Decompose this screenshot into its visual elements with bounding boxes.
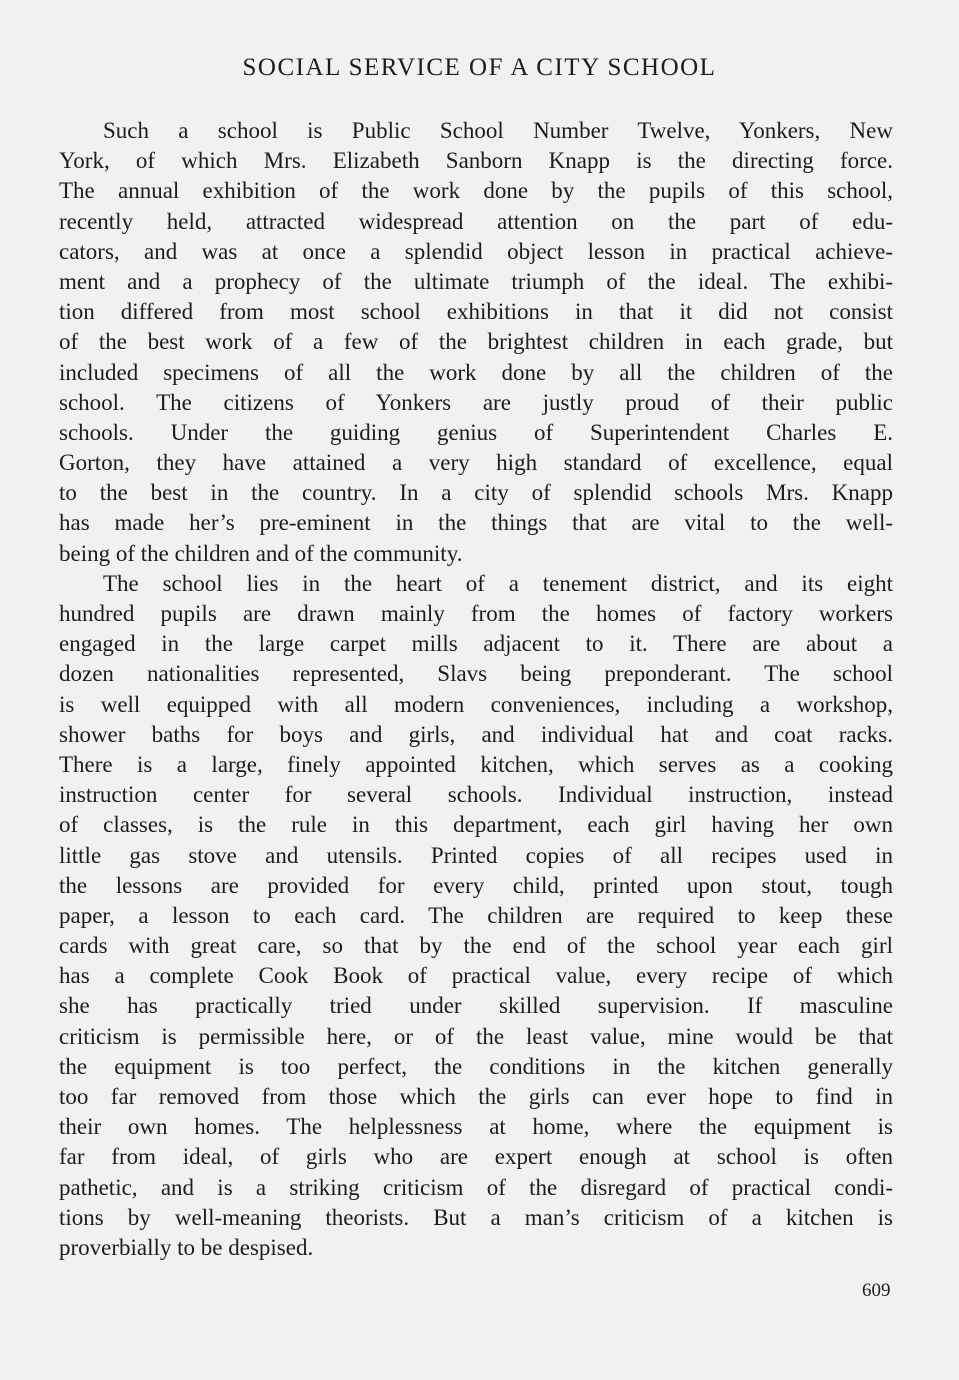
text-line: school. The citizens of Yonkers are justly proud of their public (59, 389, 893, 415)
text-line: of classes, is the rule in this department, each girl having her own (59, 812, 893, 838)
text-line: recently held, attracted widespread attention on the part of edu- (59, 208, 893, 234)
text-line: The annual exhibition of the work done by the pupils of this school, (59, 178, 893, 204)
text-line: the lessons are provided for every child, printed upon stout, tough (59, 872, 893, 898)
text-line: Gorton, they have attained a very high standard of excellence, equal (59, 450, 893, 476)
text-line: being of the children and of the community. (59, 540, 463, 566)
text-line: she has practically tried under skilled supervision. If masculine (59, 993, 893, 1019)
text-line: engaged in the large carpet mills adjacent to it. There are about a (59, 631, 893, 657)
text-line: Such a school is Public School Number Twelve, Yonkers, New (103, 118, 893, 143)
text-line: schools. Under the guiding genius of Superintendent Charles E. (59, 419, 893, 445)
page-number: 609 (862, 1280, 891, 1301)
text-line: instruction center for several schools. Individual instruction, instead (59, 782, 893, 808)
text-line: tion differed from most school exhibitions in that it did not consist (59, 299, 893, 325)
text-line: shower baths for boys and girls, and individual hat and coat racks. (59, 721, 893, 747)
text-line: cators, and was at once a splendid object lesson in practical achieve- (59, 238, 893, 264)
text-line: the equipment is too perfect, the conditions in the kitchen generally (59, 1053, 893, 1079)
text-line: is well equipped with all modern conveniences, including a workshop, (59, 691, 893, 717)
text-line: dozen nationalities represented, Slavs being preponderant. The school (59, 661, 893, 687)
page-title: SOCIAL SERVICE OF A CITY SCHOOL (242, 54, 717, 81)
text-line: cards with great care, so that by the end of the school year each girl (59, 933, 893, 959)
text-line: to the best in the country. In a city of splendid schools Mrs. Knapp (59, 480, 893, 506)
text-line: criticism is permissible here, or of the least value, mine would be that (59, 1023, 893, 1049)
body-text (59, 116, 893, 1263)
text-line: of the best work of a few of the brightest children in each grade, but (59, 329, 893, 355)
text-line: has made her’s pre-eminent in the things that are vital to the well- (59, 510, 893, 536)
text-line: tions by well-meaning theorists. But a man’s criticism of a kitchen is (59, 1204, 893, 1230)
text-line: little gas stove and utensils. Printed copies of all recipes used in (59, 842, 893, 868)
text-line: has a complete Cook Book of practical value, every recipe of which (59, 963, 893, 989)
text-line: York, of which Mrs. Elizabeth Sanborn Knapp is the directing force. (59, 148, 893, 174)
text-line: hundred pupils are drawn mainly from the homes of factory workers (59, 601, 893, 626)
text-line: The school lies in the heart of a tenement district, and its eight (103, 570, 893, 596)
text-line: pathetic, and is a striking criticism of the disregard of practical condi- (59, 1174, 893, 1200)
text-line: proverbially to be despised. (59, 1234, 314, 1260)
text-line: paper, a lesson to each card. The children are required to keep these (59, 902, 893, 928)
text-line: There is a large, finely appointed kitchen, which serves as a cooking (59, 751, 893, 777)
text-line: included specimens of all the work done by all the children of the (59, 359, 893, 385)
text-line: far from ideal, of girls who are expert enough at school is often (59, 1144, 893, 1170)
text-line: their own homes. The helplessness at home, where the equipment is (59, 1114, 893, 1140)
text-line: too far removed from those which the girls can ever hope to find in (59, 1084, 893, 1109)
text-line: ment and a prophecy of the ultimate triumph of the ideal. The exhibi- (59, 268, 893, 294)
